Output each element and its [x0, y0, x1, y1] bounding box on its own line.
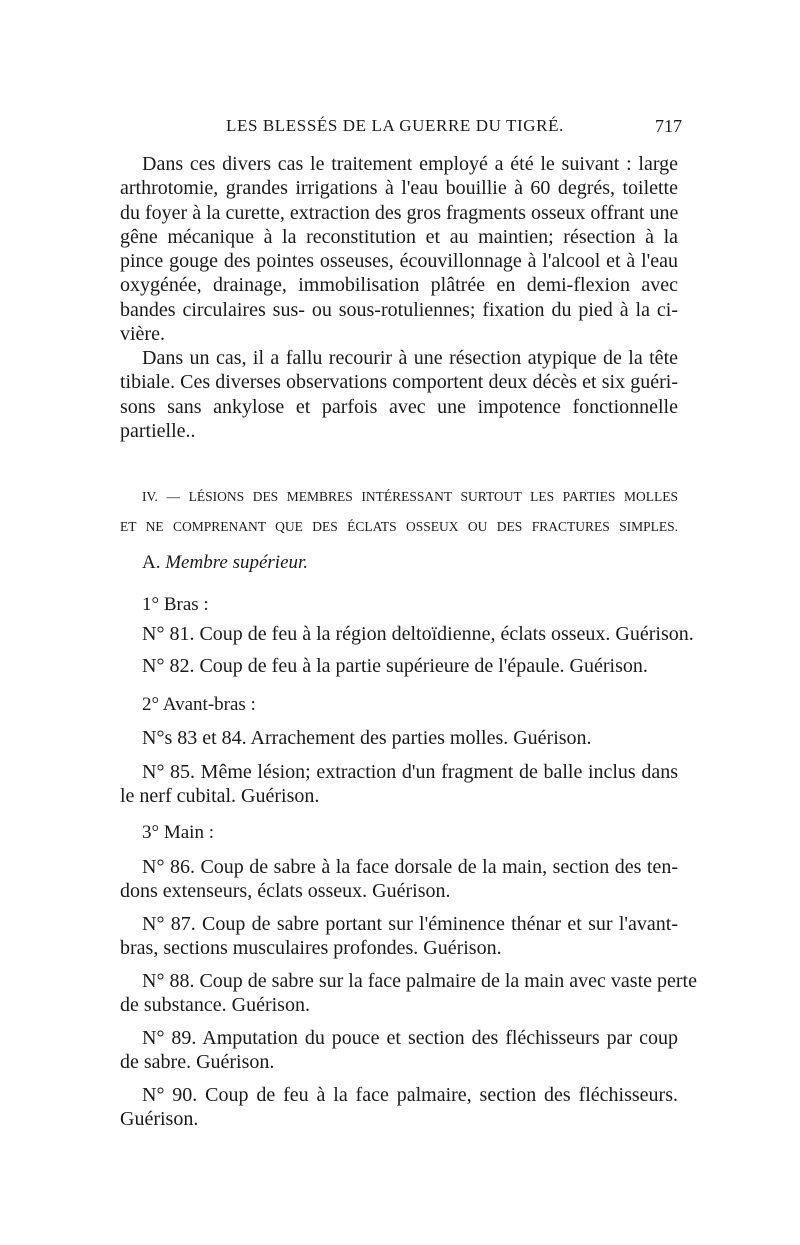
text-line: arthrotomie, grandes irrigations à l'eau bouillie à 60 degrés, toilette	[120, 177, 678, 200]
text-line: Dans ces divers cas le traitement employé a été le suivant : large	[142, 153, 678, 175]
text-line: dons extenseurs, éclats osseux. Guérison.	[120, 880, 451, 903]
subsection-title: Membre supérieur.	[165, 552, 309, 573]
text-line: N° 87. Coup de sabre portant sur l'éminence thénar et sur l'avant-	[142, 913, 678, 935]
text-line: N° 81. Coup de feu à la région deltoïdienne, éclats osseux. Guérison.	[142, 623, 694, 645]
entry-86	[120, 855, 678, 904]
running-header	[226, 116, 682, 140]
text-line: bandes circulaires sus- ou sous-rotuliennes; fixation du pied à la ci-	[120, 298, 678, 321]
text-line: de substance. Guérison.	[120, 994, 310, 1017]
entry-83-84	[120, 726, 678, 750]
subsection-label: A.	[142, 552, 161, 573]
text-line: N° 90. Coup de feu à la face palmaire, section des fléchisseurs.	[142, 1084, 678, 1106]
entry-89	[120, 1026, 678, 1075]
text-line: bras, sections musculaires profondes. Guérison.	[120, 937, 502, 960]
paragraph-treatment	[120, 152, 678, 346]
entry-82	[120, 654, 678, 678]
text-line: le nerf cubital. Guérison.	[120, 785, 320, 808]
group-heading-avant-bras: 2° Avant-bras :	[142, 694, 256, 715]
text-line: Dans un cas, il a fallu recourir à une résection atypique de la tête	[142, 347, 678, 369]
text-line: du foyer à la curette, extraction des gros fragments osseux offrant une	[120, 201, 679, 224]
section-heading-line: ET NE COMPRENANT QUE DES ÉCLATS OSSEUX OU DES FRACTURES SIMPLES.	[120, 519, 678, 534]
subsection-heading	[142, 552, 308, 574]
text-line: N°s 83 et 84. Arrachement des parties molles. Guérison.	[142, 727, 592, 749]
text-line: N° 85. Même lésion; extraction d'un fragment de balle inclus dans	[142, 761, 678, 783]
entry-81	[120, 622, 694, 646]
text-line: vière.	[120, 323, 165, 346]
entry-90	[120, 1083, 678, 1132]
text-line: oxygénée, drainage, immobilisation plâtrée en demi-flexion avec	[120, 274, 678, 297]
text-line: N° 88. Coup de sabre sur la face palmaire de la main avec vaste perte	[142, 970, 697, 992]
page-number: 717	[655, 116, 682, 136]
group-heading-bras: 1° Bras :	[142, 594, 209, 615]
text-line: gêne mécanique à la reconstitution et au maintien; résection à la	[120, 225, 678, 248]
text-line: partielle..	[120, 419, 196, 442]
text-line: Guérison.	[120, 1108, 199, 1131]
text-line: N° 86. Coup de sabre à la face dorsale de la main, section des ten-	[142, 856, 678, 878]
running-title: LES BLESSÉS DE LA GUERRE DU TIGRÉ.	[226, 116, 564, 135]
group-heading-main: 3° Main :	[142, 822, 214, 843]
text-line: tibiale. Ces diverses observations comportent deux décès et six guéri-	[120, 371, 678, 394]
paragraph-resection	[120, 346, 678, 443]
section-heading-line: IV. — LÉSIONS DES MEMBRES INTÉRESSANT SURTOUT LES PARTIES MOLLES	[142, 489, 678, 504]
text-line: N° 82. Coup de feu à la partie supérieure de l'épaule. Guérison.	[142, 655, 648, 677]
entry-87	[120, 912, 678, 961]
section-heading	[120, 482, 678, 542]
text-line: N° 89. Amputation du pouce et section des fléchisseurs par coup	[142, 1027, 678, 1049]
entry-88	[120, 969, 697, 1018]
entry-85	[120, 760, 678, 809]
text-line: sons sans ankylose et parfois avec une impotence fonctionnelle	[120, 395, 678, 418]
text-line: de sabre. Guérison.	[120, 1051, 275, 1074]
text-line: pince gouge des pointes osseuses, écouvillonnage à l'alcool et à l'eau	[120, 250, 678, 273]
